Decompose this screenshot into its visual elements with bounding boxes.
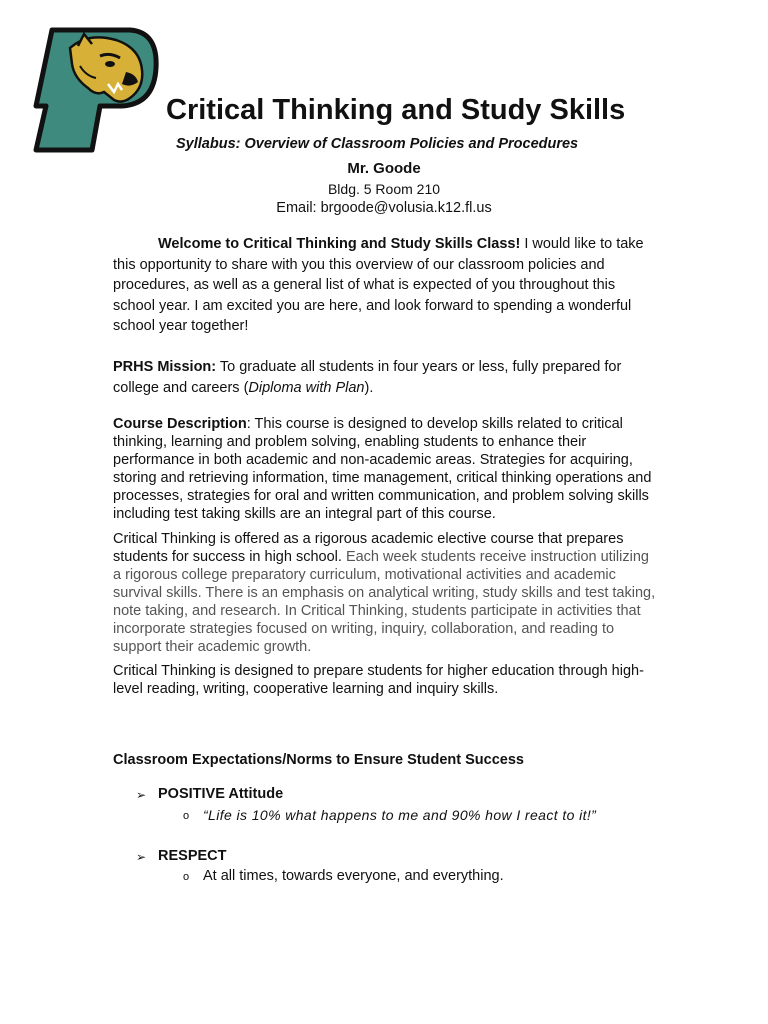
welcome-body: I would like to take this opportunity to share with you this overview of our classroom policies and procedures, as well as a general list of what is expected of you throughout this school year. I am excited you are here, and look forward to spending a wonderful school year together!	[113, 236, 644, 334]
elective-text: Critical Thinking is offered as a rigorous academic elective course that prepares students for success in high school.	[113, 531, 624, 565]
arrow-bullet-icon: ➢	[136, 788, 147, 802]
expectations-heading: Classroom Expectations/Norms to Ensure Student Success	[113, 752, 524, 768]
welcome-paragraph	[113, 234, 658, 337]
course-description-label: Course Description	[113, 416, 247, 432]
mission-text: To graduate all students in four years or less, fully prepared for college and careers (	[113, 359, 622, 396]
arrow-bullet-icon: ➢	[136, 850, 147, 864]
expectation-item-detail: At all times, towards everyone, and everything.	[203, 868, 504, 884]
preparation-paragraph: Critical Thinking is designed to prepare students for higher education through high-level reading, writing, cooperative learning and inquiry skills.	[113, 663, 644, 697]
elective-paragraph	[113, 530, 658, 656]
circle-bullet-icon: o	[183, 871, 190, 883]
mission-label: PRHS Mission:	[113, 359, 217, 375]
mission-paragraph	[113, 357, 658, 398]
mission-emphasis: Diploma with Plan	[248, 379, 365, 396]
teacher-email: Email: brgoode@volusia.k12.fl.us	[276, 200, 492, 216]
circle-bullet-icon: o	[183, 810, 190, 822]
welcome-lead: Welcome to Critical Thinking and Study Skills Class!	[158, 236, 521, 252]
mission-text-end: ).	[364, 379, 374, 396]
elective-detail-text: Each week students receive instruction utilizing a rigorous college preparatory curriculum, motivational activities and academic survival skills. There is an emphasis on analytical writing, study skills and test taking, note taking, and research. In Critical Thinking, students participate in activities that incorporate strategies focused on writing, inquiry, collaboration, and reading to support their academic growth.	[113, 549, 656, 655]
course-description-text: : This course is designed to develop skills related to critical thinking, learning and problem solving, enabling students to enhance their performance in both academic and non-academic areas. Strategies for acquiring, storing and retrieving information, time management, critical thinking operations and processes, strategies for oral and written communication, and problem solving skills including test taking skills are an integral part of this course.	[113, 416, 652, 522]
page-subtitle: Syllabus: Overview of Classroom Policies and Procedures	[176, 136, 579, 152]
page-title: Critical Thinking and Study Skills	[166, 94, 626, 126]
expectation-item-label: RESPECT	[158, 848, 227, 864]
teacher-name: Mr. Goode	[347, 160, 421, 177]
panther-mascot-logo	[30, 26, 160, 156]
course-description-paragraph	[113, 415, 658, 523]
expectation-item-detail: “Life is 10% what happens to me and 90% how I react to it!”	[203, 807, 597, 823]
room-location: Bldg. 5 Room 210	[327, 181, 441, 197]
expectation-item-label: POSITIVE Attitude	[158, 786, 284, 802]
